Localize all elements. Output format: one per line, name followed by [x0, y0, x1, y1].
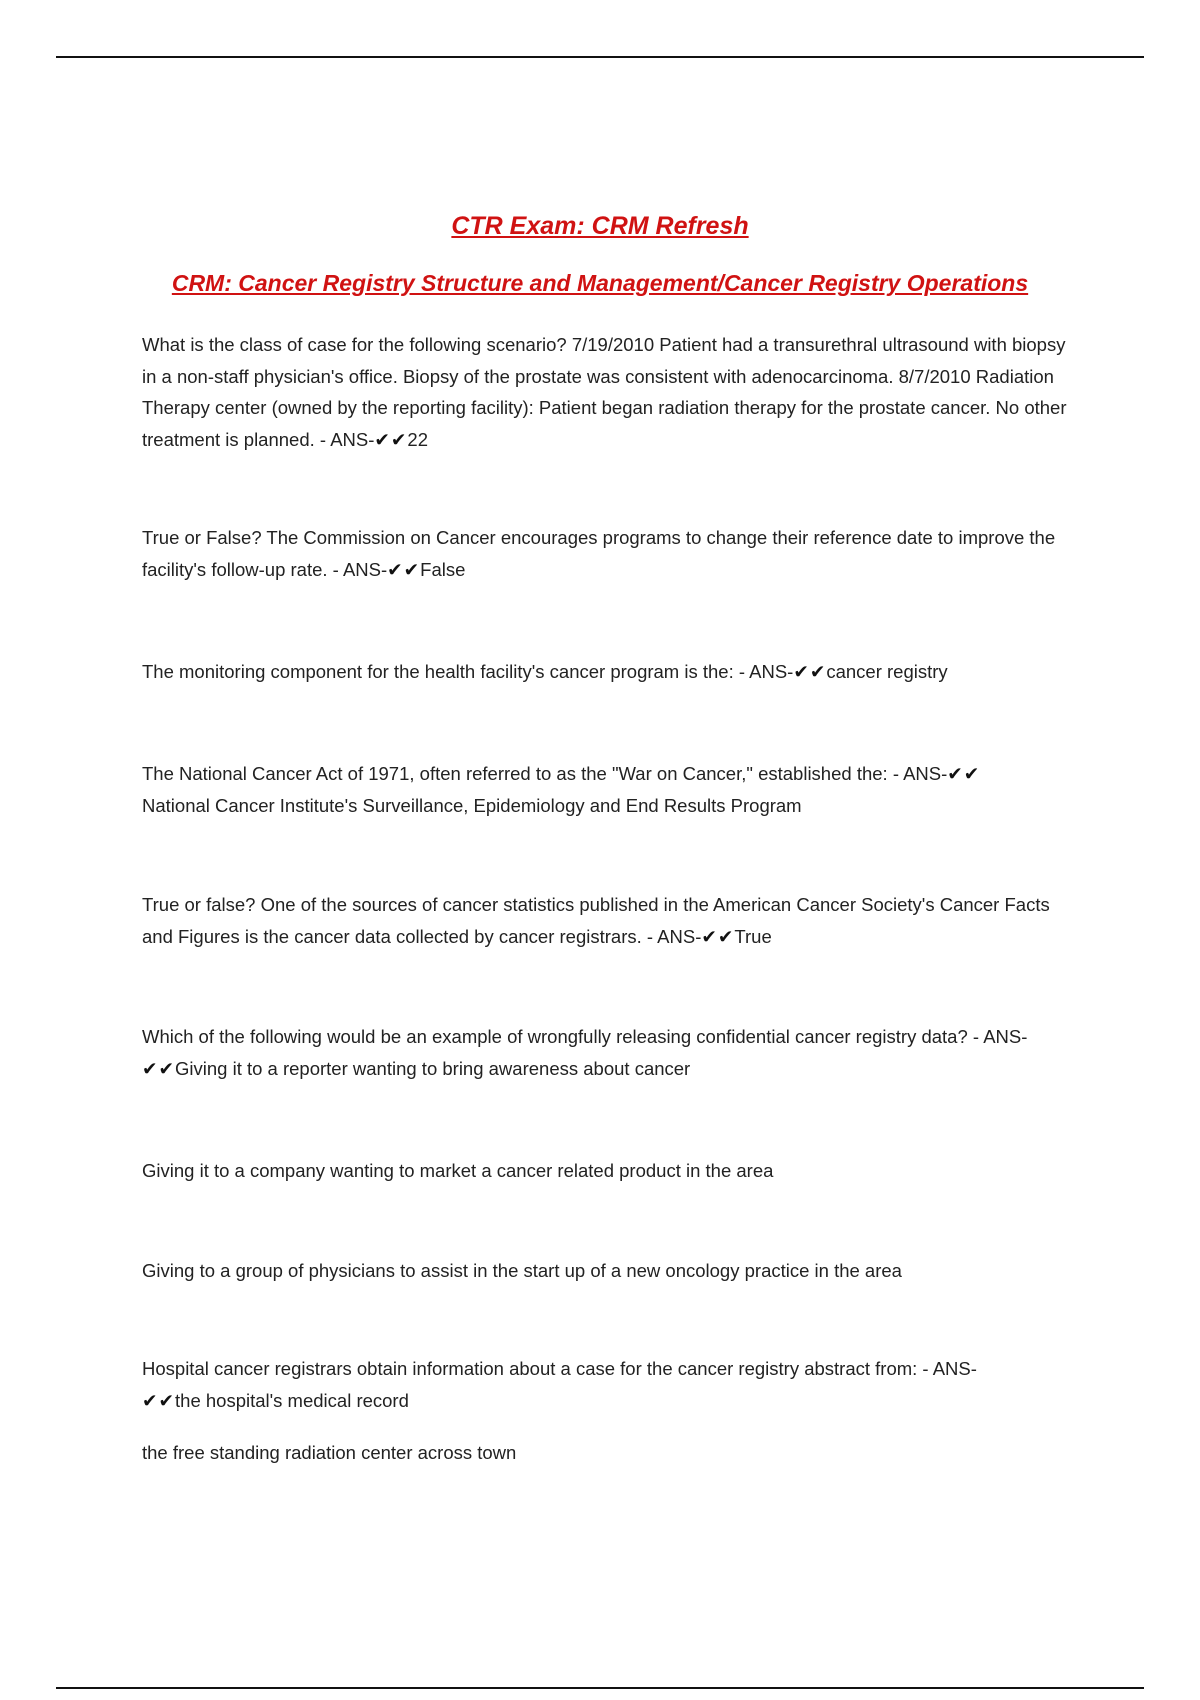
question-text: The monitoring component for the health facility's cancer program is the: -: [142, 661, 750, 682]
top-divider: [56, 56, 1144, 58]
answer-text: True: [734, 925, 772, 947]
qa-block-6: [142, 1021, 1072, 1084]
answer-text: cancer registry: [826, 661, 948, 682]
option-text: Giving it to a company wanting to market a cancer related product in the area: [142, 1160, 774, 1181]
answer-marker: ANS-: [749, 661, 794, 682]
answer-text: National Cancer Institute's Surveillance, Epidemiology and End Results Program: [142, 794, 802, 816]
option-text: the free standing radiation center across town: [142, 1442, 517, 1463]
answer-marker: ANS-: [932, 1358, 977, 1379]
checkmark-icon: ✔✔: [701, 925, 735, 947]
question-text: What is the class of case for the following scenario? 7/19/2010 Patient had a transurethral ultrasound with biopsy in a non-staff physician's office. Biopsy of the prostate was consistent with adenocarcinoma. 8/7/2010 Radiation Therapy center (owned by the reporting facility): Patient began radiation therapy for the prostate cancer. No other treatment is planned. -: [142, 334, 1067, 450]
checkmark-icon: ✔✔: [142, 1389, 176, 1411]
answer-text: 22: [407, 428, 428, 450]
qa-block-2: [142, 522, 1072, 585]
question-text: The National Cancer Act of 1971, often referred to as the "War on Cancer," established the: -: [142, 763, 904, 784]
question-text: Hospital cancer registrars obtain information about a case for the cancer registry abstract from: -: [142, 1358, 933, 1379]
document-subtitle: CRM: Cancer Registry Structure and Management/Cancer Registry Operations: [171, 270, 1029, 296]
option-line-1: [142, 1155, 1072, 1187]
checkmark-icon: ✔✔: [793, 661, 827, 682]
qa-block-7: [142, 1353, 1072, 1416]
answer-marker: ANS-: [342, 558, 388, 580]
answer-marker: ANS-: [330, 428, 375, 450]
option-text: Giving to a group of physicians to assist in the start up of a new oncology practice in the area: [142, 1260, 902, 1281]
question-text: True or False? The Commission on Cancer encourages programs to change their reference date to improve the facility's follow-up rate. -: [142, 527, 1056, 580]
checkmark-icon: ✔✔: [142, 1057, 176, 1079]
option-line-2: [142, 1255, 1072, 1287]
question-text: True or false? One of the sources of cancer statistics published in the American Cancer Society's Cancer Facts and Figures is the cancer data collected by cancer registrars. -: [142, 894, 1050, 947]
checkmark-icon: ✔✔: [947, 763, 981, 784]
checkmark-icon: ✔✔: [374, 428, 408, 450]
answer-text: False: [420, 558, 466, 580]
answer-marker: ANS-: [903, 763, 948, 784]
document-title: CTR Exam: CRM Refresh: [451, 212, 749, 240]
answer-text: the hospital's medical record: [175, 1389, 409, 1411]
bottom-divider: [56, 1687, 1144, 1689]
qa-block-4: [142, 758, 1072, 821]
checkmark-icon: ✔✔: [387, 558, 421, 580]
option-line-3: [142, 1437, 1072, 1469]
qa-block-1: [142, 329, 1072, 455]
answer-text: Giving it to a reporter wanting to bring awareness about cancer: [175, 1057, 691, 1079]
answer-marker: ANS-: [983, 1026, 1028, 1047]
qa-block-3: [142, 656, 1072, 688]
qa-block-5: [142, 889, 1072, 952]
question-text: Which of the following would be an example of wrongfully releasing confidential cancer registry data? -: [142, 1026, 984, 1047]
answer-marker: ANS-: [657, 925, 702, 947]
